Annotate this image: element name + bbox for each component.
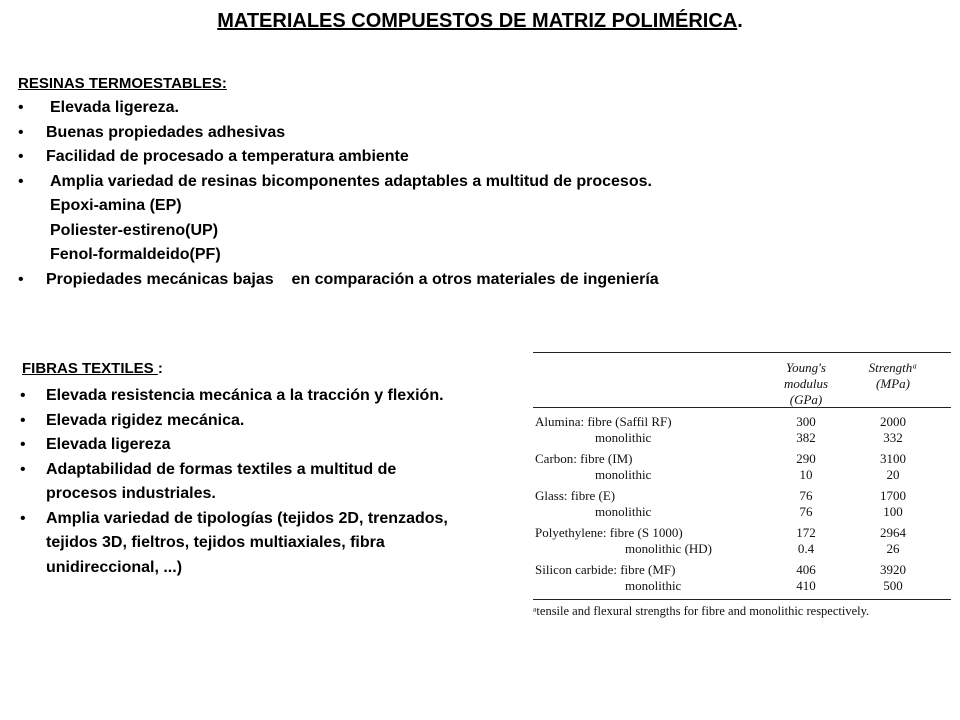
list-item	[20, 409, 460, 434]
table-row	[533, 525, 951, 541]
list-item	[18, 268, 918, 293]
list-item-text: Epoxi-amina (EP)	[50, 197, 182, 214]
list-item	[20, 458, 460, 507]
table-row	[533, 451, 951, 467]
table-footnote: ᵃtensile and flexural strengths for fibre and monolithic respectively.	[533, 604, 870, 618]
table-cell-material: Glass: fibre (E)	[535, 488, 616, 503]
list-item-text: Poliester-estireno(UP)	[50, 221, 219, 239]
table-header	[533, 353, 951, 407]
list-item-text: Elevada resistencia mecánica a la tracción y flexión.	[46, 387, 444, 404]
list-item-text: Elevada ligereza.	[50, 99, 179, 116]
list-item-text: Buenas propiedades adhesivas	[46, 123, 286, 141]
table-cell-modulus: 290	[796, 451, 816, 466]
table-cell-material: monolithic	[595, 466, 652, 482]
table-cell-strength: 2000	[880, 414, 906, 429]
sub-list-item	[18, 194, 918, 219]
list-item	[18, 96, 918, 121]
list-item	[18, 170, 918, 195]
table-bottom-rule	[533, 599, 951, 600]
page-title-text: MATERIALES COMPUESTOS DE MATRIZ POLIMÉRICA	[217, 10, 738, 32]
table-cell-strength: 20	[886, 466, 900, 482]
fibras-heading-text: FIBRAS TEXTILES	[22, 360, 158, 377]
page-title	[0, 10, 960, 33]
list-item-text: Adaptabilidad de formas textiles a multitud de procesos industriales.	[46, 460, 397, 502]
table-cell-modulus: 10	[799, 466, 813, 482]
table-cell-strength: 3100	[880, 451, 906, 466]
table-cell-strength: 26	[886, 540, 900, 556]
table-cell-modulus: 76	[799, 488, 813, 503]
table-cell-material: monolithic	[595, 429, 652, 445]
table-cell-strength: 3920	[880, 562, 906, 577]
fibras-heading	[22, 360, 163, 377]
table-cell-strength: 1700	[880, 488, 906, 503]
table-row	[533, 504, 951, 520]
table-row	[533, 562, 951, 578]
table-body	[533, 414, 951, 593]
list-item-text: Amplia variedad de resinas bicomponentes adaptables a multitud de procesos.	[50, 172, 652, 190]
list-item-text: Fenol-formaldeido(PF)	[50, 246, 221, 263]
table-cell-modulus: 406	[796, 562, 816, 577]
fibras-heading-suffix: :	[157, 360, 163, 377]
table-cell-material: monolithic	[625, 577, 682, 593]
fibras-list	[20, 384, 460, 580]
page-title-suffix: .	[737, 10, 743, 32]
list-item	[18, 121, 918, 146]
table-cell-material: Silicon carbide: fibre (MF)	[535, 562, 676, 577]
list-item	[20, 384, 460, 409]
table-cell-modulus: 172	[796, 525, 816, 540]
list-item	[20, 433, 460, 458]
sub-list-item	[18, 219, 918, 244]
table-row	[533, 430, 951, 446]
table-row	[533, 541, 951, 557]
list-item-text: Elevada ligereza	[46, 436, 171, 453]
list-item-text: Propiedades mecánicas bajas en comparación a otros materiales de ingeniería	[46, 270, 659, 288]
list-item-text: Elevada rigidez mecánica.	[46, 411, 245, 429]
properties-table	[533, 352, 951, 619]
table-row	[533, 488, 951, 504]
table-cell-strength: 332	[883, 429, 903, 445]
sub-list-item	[18, 243, 918, 268]
resinas-heading-text: RESINAS TERMOESTABLES:	[18, 75, 227, 92]
table-header-rule	[533, 407, 951, 408]
resinas-heading	[18, 75, 227, 92]
resinas-list	[18, 96, 918, 292]
column-header-modulus: Young's modulus (GPa)	[783, 360, 829, 407]
table-cell-material: monolithic	[595, 503, 652, 519]
table-cell-modulus: 410	[796, 577, 816, 593]
table-cell-material: monolithic (HD)	[625, 540, 713, 556]
table-cell-modulus: 76	[799, 503, 813, 519]
table-row	[533, 467, 951, 483]
table-cell-strength: 100	[883, 503, 903, 519]
table-cell-modulus: 0.4	[797, 540, 815, 556]
table-cell-strength: 500	[883, 577, 903, 593]
table-cell-strength: 2964	[880, 525, 906, 540]
table-cell-material: Polyethylene: fibre (S 1000)	[535, 525, 683, 540]
list-item-text: Amplia variedad de tipologías (tejidos 2D, trenzados, tejidos 3D, fieltros, tejidos multiaxiales, fibra unidireccional, ...)	[46, 509, 448, 576]
list-item	[18, 145, 918, 170]
table-cell-modulus: 382	[796, 429, 816, 445]
table-cell-modulus: 300	[796, 414, 816, 429]
list-item	[20, 507, 460, 581]
table-row	[533, 578, 951, 594]
table-cell-material: Alumina: fibre (Saffil RF)	[535, 414, 672, 429]
column-header-strength: Strengthᵃ (MPa)	[868, 360, 918, 391]
list-item-text: Facilidad de procesado a temperatura ambiente	[46, 148, 409, 165]
table-cell-material: Carbon: fibre (IM)	[535, 451, 633, 466]
table-row	[533, 414, 951, 430]
